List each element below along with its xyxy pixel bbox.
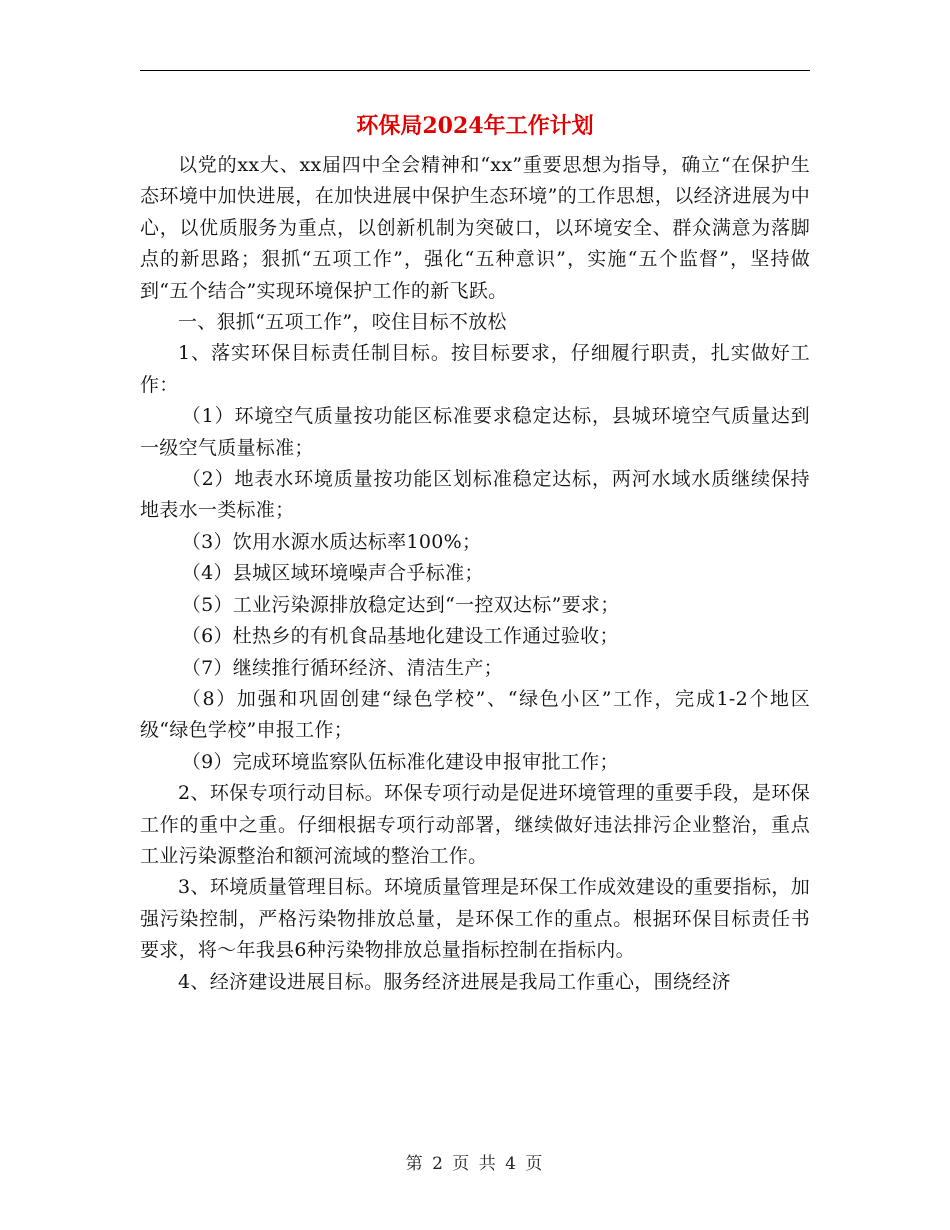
list-item-7: （7）继续推行循环经济、清洁生产； <box>181 656 503 679</box>
goal-paragraph-1: 1、落实环保目标责任制目标。按目标要求，仔细履行职责，扎实做好工作： <box>140 342 810 396</box>
document-title: 环保局2024年工作计划 <box>356 113 594 139</box>
goal-paragraph-4: 4、经济建设进展目标。服务经济进展是我局工作重心，围绕经济 <box>178 970 731 993</box>
list-item-2: （2）地表水环境质量按功能区划标准稳定达标，两河水域水质继续保持地表水一类标准； <box>140 468 810 522</box>
list-item-5: （5）工业污染源排放稳定达到“一控双达标”要求； <box>181 593 620 616</box>
list-item-8: （8）加强和巩固创建“绿色学校”、“绿色小区”工作，完成1-2个地区级“绿色学校”申报工作； <box>140 687 810 742</box>
goal-paragraph-2: 2、环保专项行动目标。环保专项行动是促进环境管理的重要手段，是环保工作的重中之重。仔细根据专项行动部署，继续做好违法排污企业整治，重点工业污染源整治和额河流域的整治工作。 <box>140 782 810 867</box>
list-item-4: （4）县城区域环境噪声合乎标准； <box>181 562 484 585</box>
list-item-1: （1）环境空气质量按功能区标准要求稳定达标，县城环境空气质量达到一级空气质量标准； <box>140 405 810 459</box>
list-item-9: （9）完成环境监察队伍标准化建设申报审批工作； <box>181 750 619 773</box>
header-rule <box>140 70 810 71</box>
goal-paragraph-3: 3、环境质量管理目标。环境质量管理是环保工作成效建设的重要指标，加强污染控制，严格污染物排放总量，是环保工作的重点。根据环保目标责任书要求，将～年我县6种污染物排放总量指标控制在指标内。 <box>140 876 810 962</box>
list-item-6: （6）杜热乡的有机食品基地化建设工作通过验收； <box>181 625 619 648</box>
list-item-3: （3）饮用水源水质达标率100%； <box>181 530 482 553</box>
intro-paragraph: 以党的xx大、xx届四中全会精神和“xx”重要思想为指导，确立“在保护生态环境中加快进展，在加快进展中保护生态环境”的工作思想，以经济进展为中心，以优质服务为重点，以创新机制为突破口，以环境安全、群众满意为落脚点的新思路；狠抓“五项工作”，强化“五种意识”，实施“五个监督”，坚持做到“五个结合”实现环境保护工作的新飞跃。 <box>140 154 810 302</box>
page-number: 第 2 页 共 4 页 <box>405 1154 545 1174</box>
section-heading-1: 一、狠抓“五项工作”，咬住目标不放松 <box>178 311 507 334</box>
document-body <box>140 150 810 998</box>
